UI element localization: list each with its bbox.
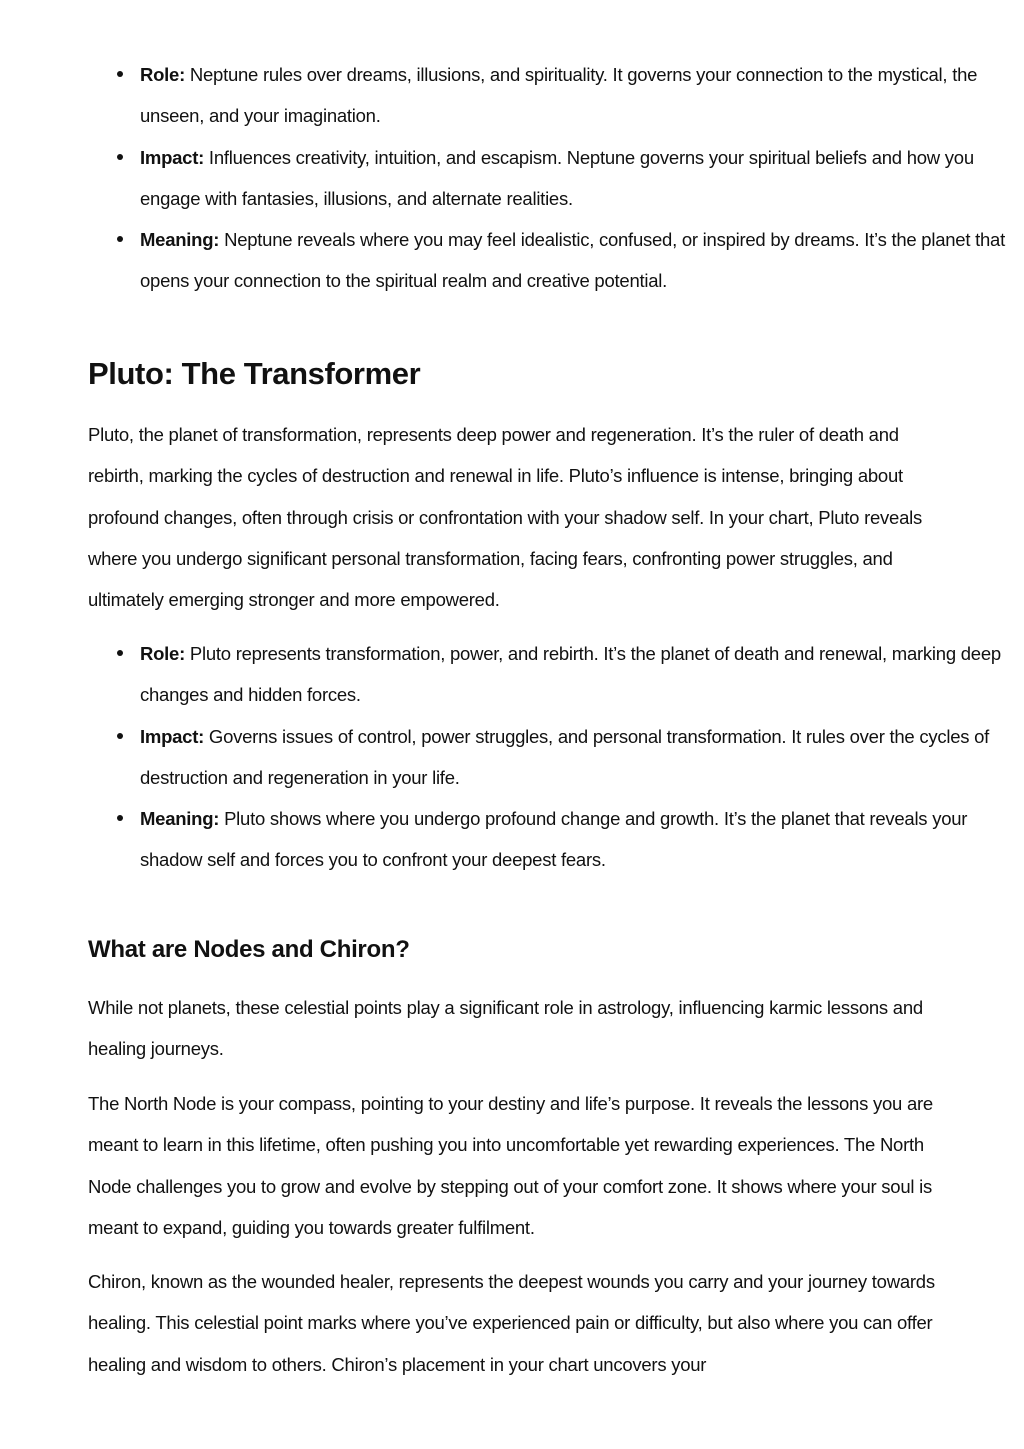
bullet-text: Neptune rules over dreams, illusions, and spirituality. It governs your connection to the mystical, the unseen, and your imagination. xyxy=(140,64,978,127)
list-item xyxy=(140,633,1010,716)
chiron-paragraph: Chiron, known as the wounded healer, represents the deepest wounds you carry and your journey towards healing. This celestial point marks where you’ve experienced pain or difficulty, but also where you can offer healing and wisdom to others. Chiron’s placement in your chart uncovers your xyxy=(88,1271,935,1375)
bullet-label: Meaning: xyxy=(140,229,220,251)
bullet-label: Impact: xyxy=(140,146,205,168)
neptune-bullet-list xyxy=(88,54,1010,302)
pluto-heading: Pluto: The Transformer xyxy=(88,356,421,391)
pluto-paragraph: Pluto, the planet of transformation, represents deep power and regeneration. It’s the ruler of death and rebirth, marking the cycles of destruction and renewal in life. Pluto’s influence is intense, bringing about profound changes, often through crisis or confrontation with your shadow self. In your chart, Pluto reveals where you undergo significant personal transformation, facing fears, confronting power struggles, and ultimately emerging stronger and more empowered. xyxy=(88,424,922,611)
list-item xyxy=(140,137,1010,220)
bullet-label: Impact: xyxy=(140,725,205,747)
bullet-text: Pluto shows where you undergo profound change and growth. It’s the planet that reveals your shadow self and forces you to confront your deepest fears. xyxy=(140,808,968,871)
north-node-paragraph: The North Node is your compass, pointing to your destiny and life’s purpose. It reveals the lessons you are meant to learn in this lifetime, often pushing you into uncomfortable yet rewarding experiences. The North Node challenges you to grow and evolve by stepping out of your comfort zone. It shows where your soul is meant to expand, guiding you towards greater fulfilment. xyxy=(88,1093,933,1238)
bullet-label: Role: xyxy=(140,643,185,664)
list-item xyxy=(140,716,1010,799)
nodes-intro-paragraph: While not planets, these celestial points play a significant role in astrology, influencing karmic lessons and healing journeys. xyxy=(88,997,923,1060)
bullet-label: Role: xyxy=(140,64,185,85)
nodes-heading: What are Nodes and Chiron? xyxy=(88,936,410,963)
list-item xyxy=(140,219,1010,302)
bullet-text: Influences creativity, intuition, and escapism. Neptune governs your spiritual beliefs and how you engage with fantasies, illusions, and alternate realities. xyxy=(140,146,974,209)
bullet-text: Governs issues of control, power struggles, and personal transformation. It rules over the cycles of destruction and regeneration in your life. xyxy=(140,725,990,788)
bullet-text: Neptune reveals where you may feel idealistic, confused, or inspired by dreams. It’s the planet that opens your connection to the spiritual realm and creative potential. xyxy=(140,229,1005,292)
list-item xyxy=(140,54,1010,137)
list-item xyxy=(140,798,1010,881)
pluto-bullet-list xyxy=(88,633,1010,881)
bullet-text: Pluto represents transformation, power, and rebirth. It’s the planet of death and renewal, marking deep changes and hidden forces. xyxy=(140,643,1001,706)
bullet-label: Meaning: xyxy=(140,808,220,830)
